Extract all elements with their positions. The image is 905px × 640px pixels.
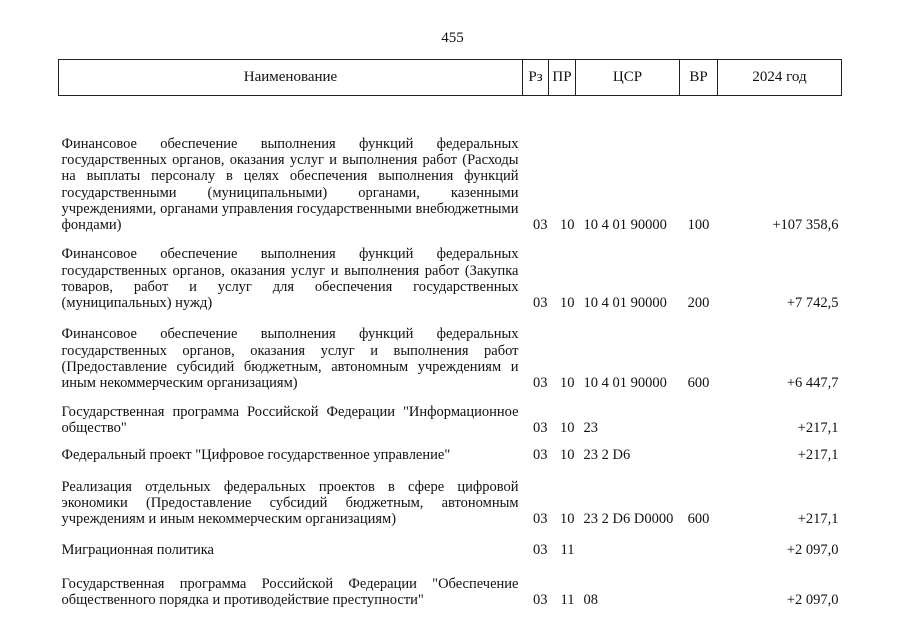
row-rz: 03	[533, 447, 548, 464]
table-row	[59, 96, 842, 234]
table-row	[59, 234, 842, 312]
row-pr: 10	[560, 295, 575, 312]
table-row	[59, 312, 842, 392]
row-amount: +7 742,5	[786, 295, 839, 312]
table-body	[59, 96, 842, 609]
row-csr: 10 4 01 90000	[583, 295, 667, 312]
row-vr	[680, 528, 718, 559]
row-csr: 23	[583, 420, 598, 437]
row-rz: 03	[533, 375, 548, 392]
header-rz: Рз	[523, 60, 549, 96]
row-amount: +217,1	[797, 420, 839, 437]
row-amount: +2 097,0	[786, 542, 839, 559]
row-amount: +217,1	[797, 447, 839, 464]
row-pr: 11	[560, 542, 575, 559]
table-row	[59, 464, 842, 528]
row-pr: 10	[560, 375, 575, 392]
row-vr: 100	[687, 217, 710, 234]
row-name: Федеральный проект "Цифровое государственное управление"	[61, 447, 451, 464]
row-csr: 08	[583, 592, 598, 609]
table-row	[59, 559, 842, 609]
table-row	[59, 437, 842, 464]
row-name: Финансовое обеспечение выполнения функций федеральных государственных органов, оказания услуг и выполнения работ (Предоставление субсидий бюджетным, автономным учреждениям и иным некоммерческим организациям)	[61, 326, 519, 392]
row-pr: 10	[560, 420, 575, 437]
row-amount: +107 358,6	[772, 217, 839, 234]
row-name: Миграционная политика	[61, 542, 214, 559]
row-csr: 23 2 D6 D0000	[583, 511, 674, 528]
header-name: Наименование	[59, 60, 523, 96]
row-vr	[680, 437, 718, 464]
row-vr	[680, 392, 718, 437]
row-vr: 200	[687, 295, 710, 312]
row-vr: 600	[687, 511, 710, 528]
row-amount: +217,1	[797, 511, 839, 528]
row-name: Реализация отдельных федеральных проектов в сфере цифровой экономики (Предоставление субсидий бюджетным, автономным учреждениям и иным некоммерческим организациям)	[61, 478, 519, 528]
row-pr: 11	[560, 592, 575, 609]
table-row	[59, 528, 842, 559]
header-csr: ЦСР	[576, 60, 680, 96]
row-rz: 03	[533, 295, 548, 312]
row-vr	[680, 559, 718, 609]
header-year: 2024 год	[718, 60, 842, 96]
row-csr: 10 4 01 90000	[583, 375, 667, 392]
row-vr: 600	[687, 375, 710, 392]
header-pr: ПР	[549, 60, 576, 96]
row-name: Государственная программа Российской Федерации "Обеспечение общественного порядка и противодействие преступности"	[61, 575, 519, 609]
row-amount: +6 447,7	[786, 375, 839, 392]
row-name: Государственная программа Российской Федерации "Информационное общество"	[61, 403, 519, 437]
row-rz: 03	[533, 542, 548, 559]
row-rz: 03	[533, 420, 548, 437]
row-rz: 03	[533, 592, 548, 609]
table-header	[59, 60, 842, 96]
row-rz: 03	[533, 511, 548, 528]
row-csr: 23 2 D6	[583, 447, 631, 464]
row-pr: 10	[560, 511, 575, 528]
row-csr: 10 4 01 90000	[583, 217, 667, 234]
row-name: Финансовое обеспечение выполнения функций федеральных государственных органов, оказания услуг и выполнения работ (Закупка товаров, работ и услуг для обеспечения государственных (муниципальных) нужд)	[61, 246, 519, 312]
row-rz: 03	[533, 217, 548, 234]
table-row	[59, 392, 842, 437]
budget-table	[58, 59, 842, 609]
row-pr: 10	[560, 447, 575, 464]
row-name: Финансовое обеспечение выполнения функций федеральных государственных органов, оказания услуг и выполнения работ (Расходы на выплаты персоналу в целях обеспечения выполнения функций государственными (муниципальными) органами, казенными учреждениями, органами управления государственными внебюджетными фондами)	[61, 135, 519, 234]
row-pr: 10	[560, 217, 575, 234]
row-csr	[576, 528, 680, 559]
header-vr: ВР	[680, 60, 718, 96]
row-amount: +2 097,0	[786, 592, 839, 609]
page-number: 455	[441, 30, 464, 46]
